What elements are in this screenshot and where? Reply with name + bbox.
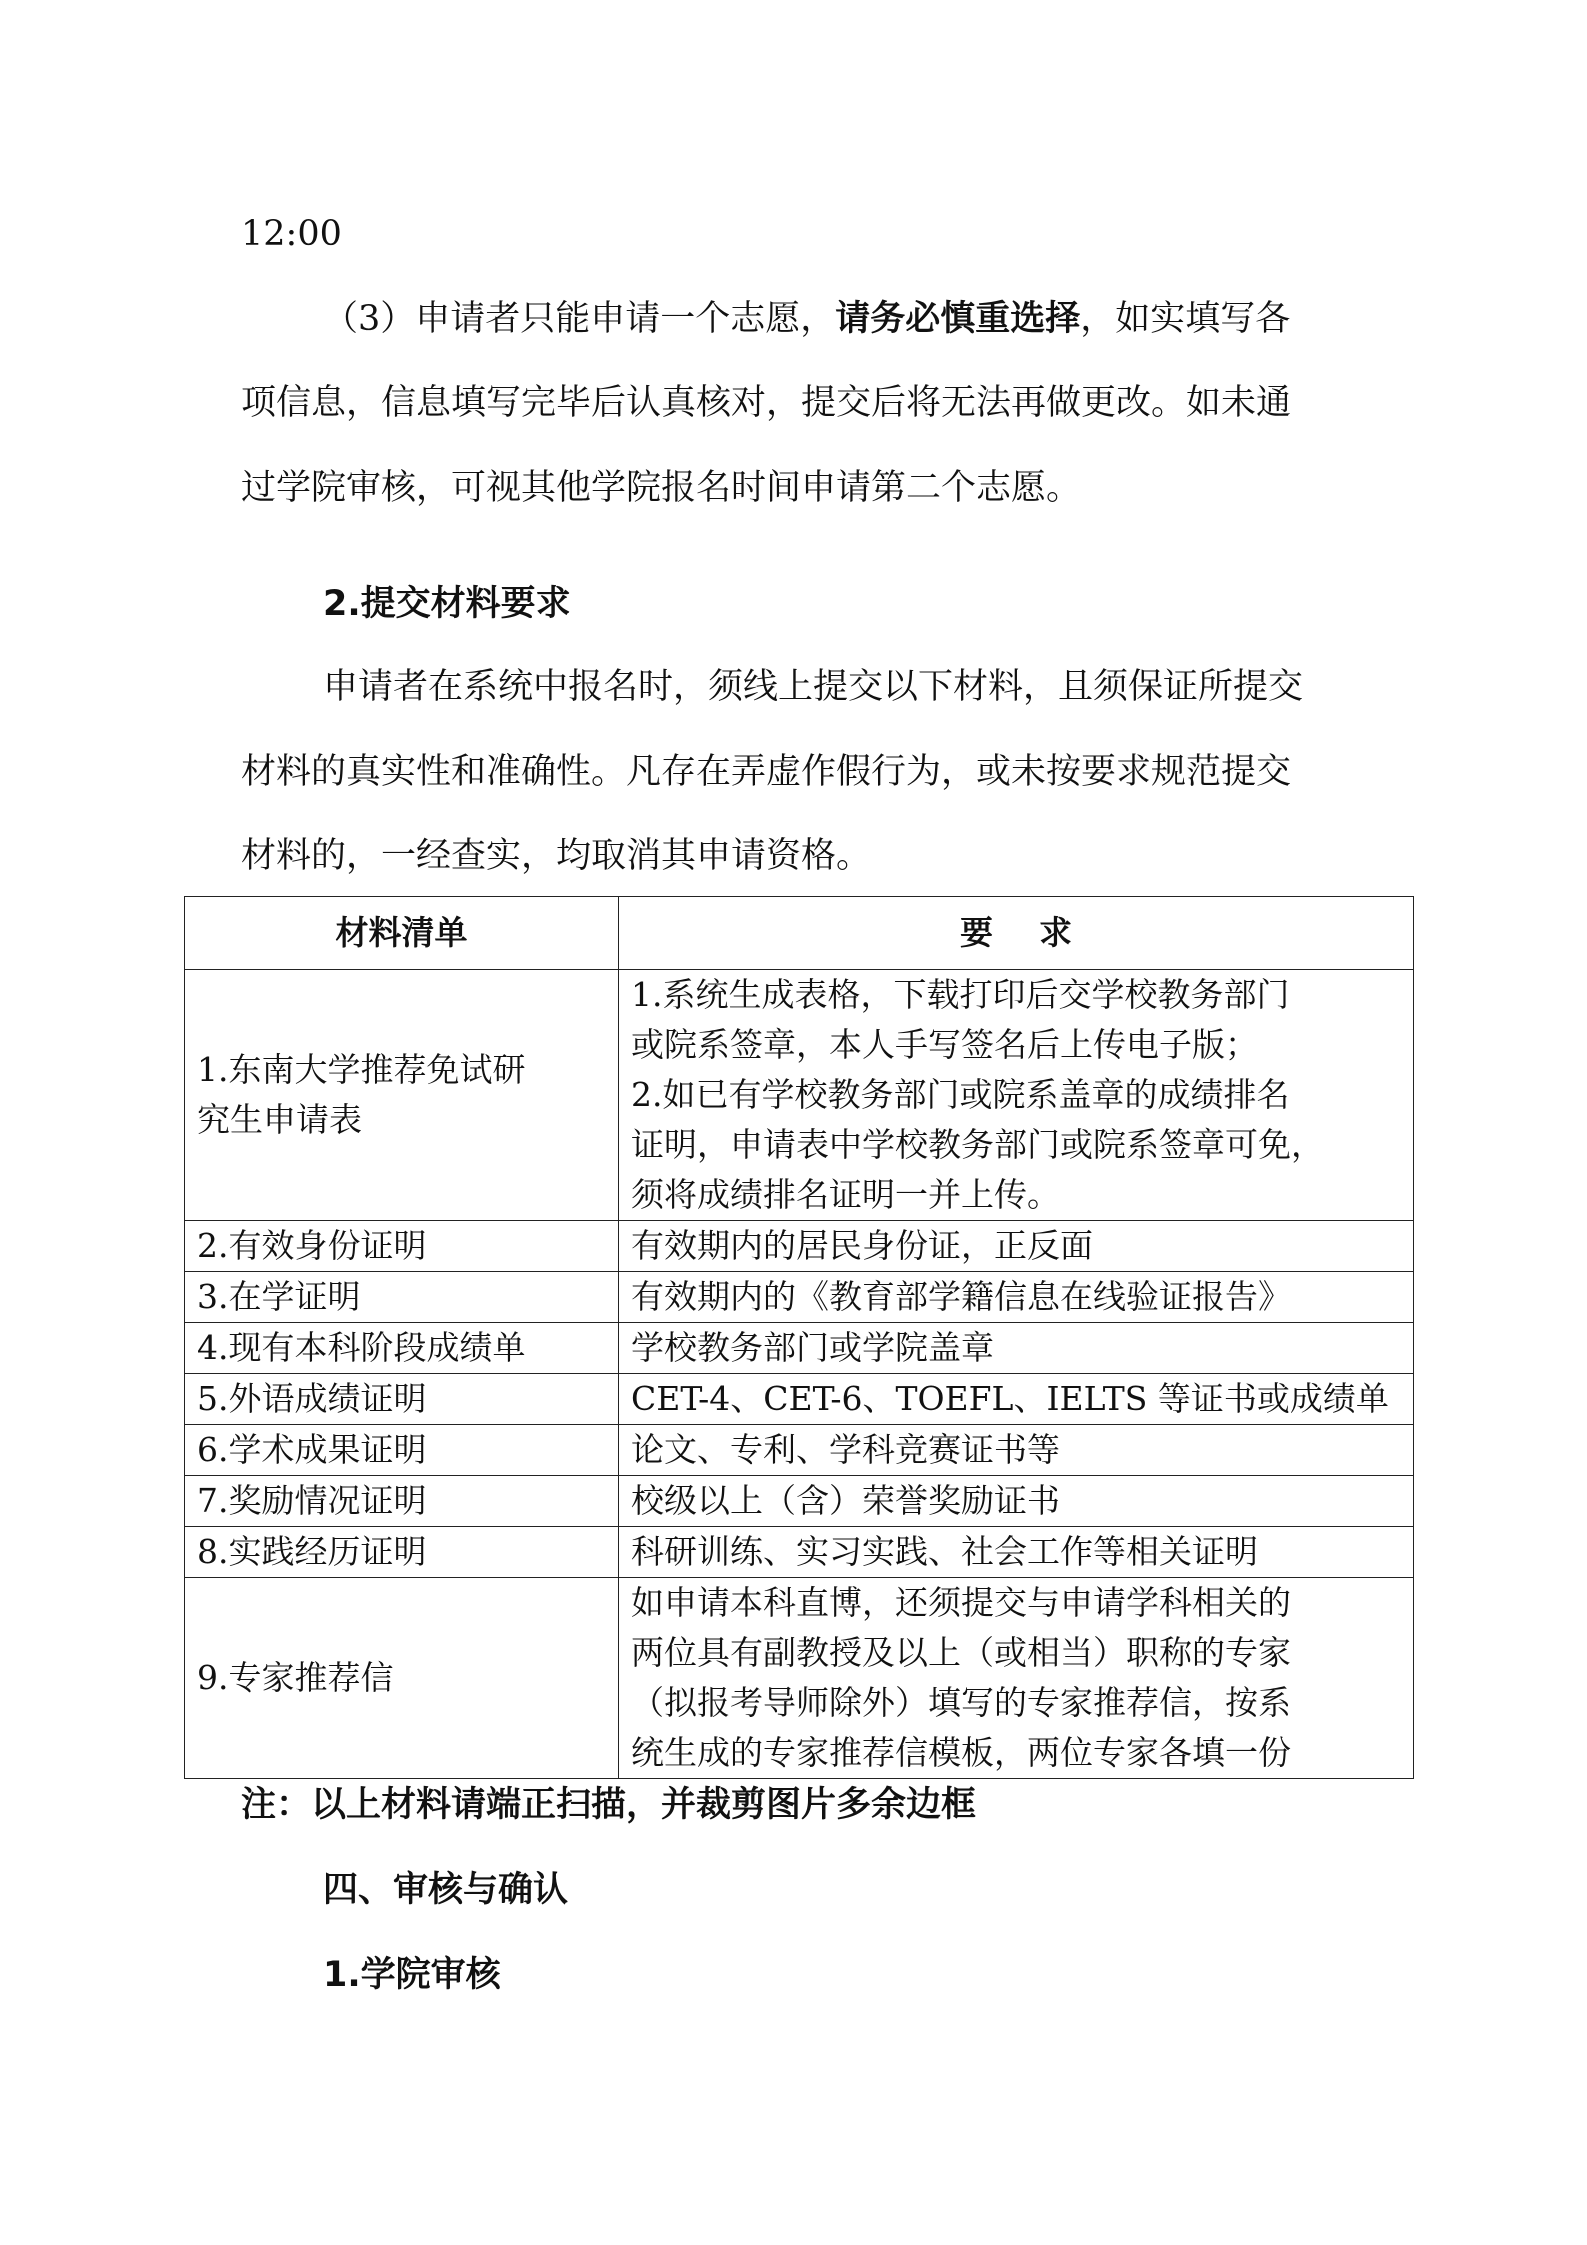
para3-emphasis: 请务必慎重选择	[835, 299, 1081, 339]
requirement-cell: 学校教务部门或学院盖章	[619, 1323, 1414, 1374]
table-row	[185, 1374, 1414, 1425]
table-row	[185, 1476, 1414, 1527]
section2-para-line2: 材料的真实性和准确性。凡存在弄虚作假行为，或未按要求规范提交	[241, 752, 1292, 792]
header-material-list: 材料清单	[185, 897, 619, 970]
section4-heading: 四、审核与确认	[323, 1870, 569, 1910]
requirement-line: 统生成的专家推荐信模板，两位专家各填一份	[631, 1733, 1291, 1772]
material-name-cell: 3.在学证明	[185, 1272, 619, 1323]
requirement-line: 须将成绩排名证明一并上传。	[631, 1175, 1060, 1214]
requirement-line: 证明，申请表中学校教务部门或院系签章可免，	[631, 1125, 1324, 1164]
material-name-cell: 6.学术成果证明	[185, 1425, 619, 1476]
para3-line2: 项信息，信息填写完毕后认真核对，提交后将无法再做更改。如未通	[241, 383, 1292, 423]
requirement-cell: 校级以上（含）荣誉奖励证书	[619, 1476, 1414, 1527]
section2-para-line1: 申请者在系统中报名时，须线上提交以下材料，且须保证所提交	[323, 667, 1304, 707]
table-row	[185, 1527, 1414, 1578]
requirement-line: 或院系签章，本人手写签名后上传电子版；	[631, 1025, 1258, 1064]
time-text: 12:00	[241, 214, 342, 254]
material-name-cell: 7.奖励情况证明	[185, 1476, 619, 1527]
header-requirement	[619, 897, 1414, 970]
requirement-line: 两位具有副教授及以上（或相当）职称的专家	[631, 1633, 1291, 1672]
requirement-line: 如申请本科直博，还须提交与申请学科相关的	[631, 1583, 1291, 1622]
material-name-cell: 2.有效身份证明	[185, 1221, 619, 1272]
requirement-line: （拟报考导师除外）填写的专家推荐信，按系	[631, 1683, 1291, 1722]
header-requirement-text: 要 求	[960, 913, 1072, 952]
table-row	[185, 1578, 1414, 1779]
requirement-cell: 科研训练、实习实践、社会工作等相关证明	[619, 1527, 1414, 1578]
material-name-cell: 8.实践经历证明	[185, 1527, 619, 1578]
section2-heading: 2.提交材料要求	[323, 584, 571, 624]
requirement-cell	[619, 970, 1414, 1221]
section4-subheading: 1.学院审核	[323, 1955, 501, 1995]
requirement-cell: 有效期内的居民身份证，正反面	[619, 1221, 1414, 1272]
table-row	[185, 1272, 1414, 1323]
para3-line1-post: ，如实填写各	[1080, 299, 1291, 339]
material-name-line: 究生申请表	[197, 1100, 362, 1139]
table-header-row	[185, 897, 1414, 970]
material-name-cell: 4.现有本科阶段成绩单	[185, 1323, 619, 1374]
material-name-cell: 9.专家推荐信	[185, 1578, 619, 1779]
requirement-cell: 论文、专利、学科竞赛证书等	[619, 1425, 1414, 1476]
section2-para-line3: 材料的，一经查实，均取消其申请资格。	[241, 836, 872, 876]
table-row	[185, 1323, 1414, 1374]
material-name-cell: 5.外语成绩证明	[185, 1374, 619, 1425]
materials-table	[184, 896, 1414, 1779]
table-row	[185, 1425, 1414, 1476]
para3-line1-pre: （3）申请者只能申请一个志愿，	[323, 299, 836, 339]
table-row	[185, 970, 1414, 1221]
para3-line1	[323, 295, 1290, 343]
requirement-cell: CET-4、CET-6、TOEFL、IELTS 等证书或成绩单	[619, 1374, 1414, 1425]
para3-line3: 过学院审核，可视其他学院报名时间申请第二个志愿。	[241, 468, 1082, 508]
requirement-line: 2.如已有学校教务部门或院系盖章的成绩排名	[631, 1075, 1290, 1114]
material-name-cell	[185, 970, 619, 1221]
material-name-line: 1.东南大学推荐免试研	[197, 1050, 526, 1089]
scan-note: 注：以上材料请端正扫描，并裁剪图片多余边框	[241, 1785, 977, 1825]
requirement-cell	[619, 1578, 1414, 1779]
table-row	[185, 1221, 1414, 1272]
requirement-line: 1.系统生成表格，下载打印后交学校教务部门	[631, 975, 1290, 1014]
requirement-cell: 有效期内的《教育部学籍信息在线验证报告》	[619, 1272, 1414, 1323]
